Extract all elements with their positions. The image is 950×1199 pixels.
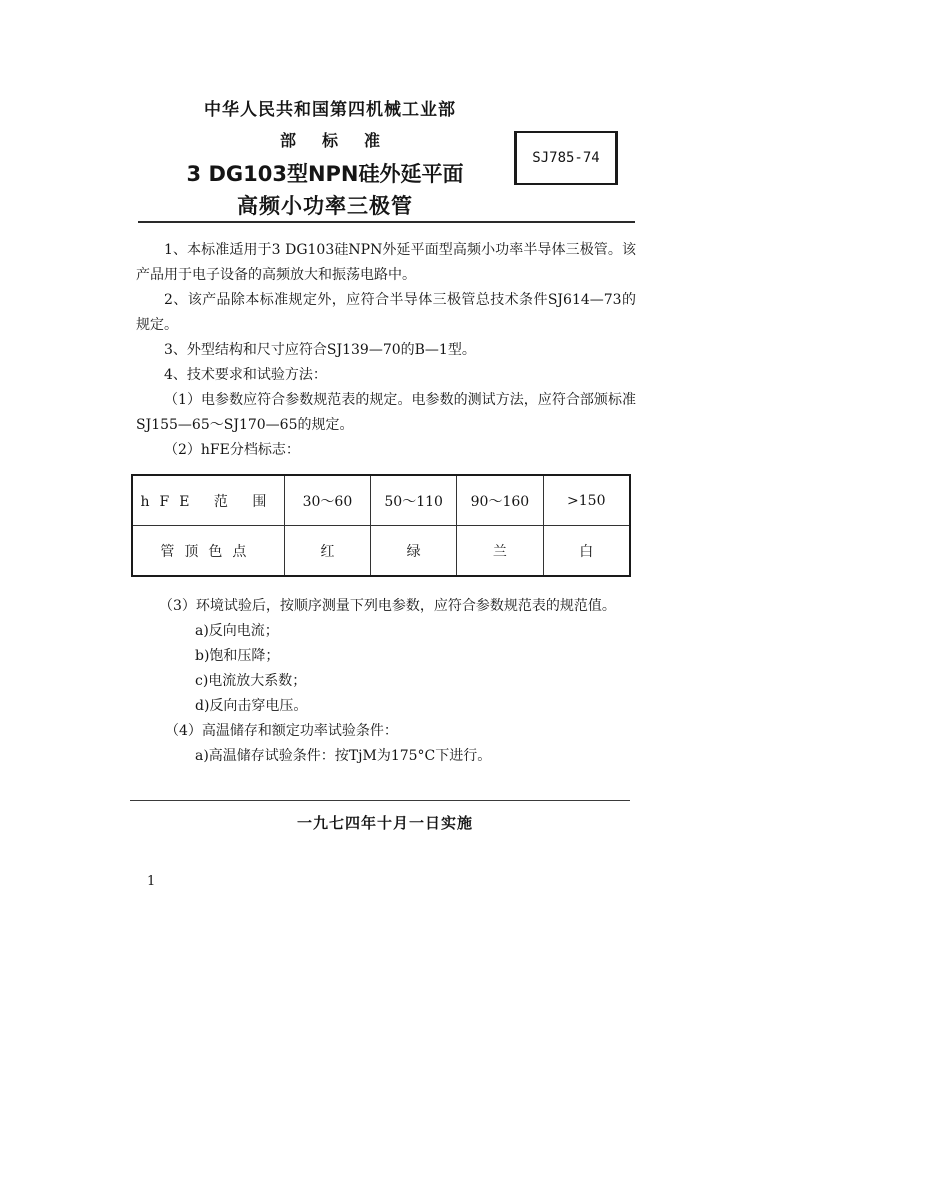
document-title-line1: 3 DG103型NPN硅外延平面 (186, 162, 464, 186)
clause-4-1: （1）电参数应符合参数规范表的规定。电参数的测试方法，应符合部颁标准SJ155—65～SJ170—65的规定。 (136, 392, 636, 433)
color-dot-cell: 兰 (457, 526, 543, 577)
standard-category: 部标准 (279, 131, 406, 150)
table-row (132, 526, 630, 577)
hfe-range-cell: 90～160 (457, 475, 543, 526)
clause-4-2: （2）hFE分档标志： (164, 442, 300, 458)
hfe-range-header: hFE 范 围 (132, 475, 284, 526)
page-number: 1 (147, 874, 156, 889)
ministry-heading: 中华人民共和国第四机械工业部 (204, 100, 456, 120)
clause-2: 2、该产品除本标准规定外，应符合半导体三极管总技术条件SJ614—73的规定。 (136, 292, 636, 333)
hfe-classification-table (131, 474, 631, 577)
clause-3: 3、外型结构和尺寸应符合SJ139—70的B—1型。 (164, 342, 476, 358)
effective-date: 一九七四年十月一日实施 (296, 814, 473, 832)
test-conditions-section (131, 594, 636, 769)
hfe-range-cell: 30～60 (284, 475, 370, 526)
list-item: a)反向电流； (195, 623, 279, 639)
table-row (132, 475, 630, 526)
hfe-range-cell: 50～110 (371, 475, 457, 526)
color-dot-cell: 红 (284, 526, 370, 577)
color-dot-header: 管顶色点 (132, 526, 284, 577)
list-item: d)反向击穿电压。 (195, 698, 308, 714)
clause-4-3: （3）环境试验后，按顺序测量下列电参数，应符合参数规范表的规范值。 (159, 598, 616, 614)
clauses-section (136, 238, 636, 463)
standard-number: SJ785-74 (532, 150, 600, 166)
standard-number-box (514, 131, 618, 185)
list-item: b)饱和压降； (195, 648, 280, 664)
list-item: a)高温储存试验条件：按TjM为175°C下进行。 (195, 748, 492, 764)
color-dot-cell: 绿 (371, 526, 457, 577)
clause-4-4: （4）高温储存和额定功率试验条件： (165, 723, 398, 739)
clause-1: 1、本标准适用于3 DG103硅NPN外延平面型高频小功率半导体三极管。该产品用于电子设备的高频放大和振荡电路中。 (136, 242, 636, 283)
color-dot-cell: 白 (543, 526, 630, 577)
hfe-range-cell: >150 (543, 475, 630, 526)
document-title-line2: 高频小功率三极管 (237, 194, 413, 218)
header-divider (138, 221, 635, 223)
footer-divider (130, 800, 630, 801)
clause-4: 4、技术要求和试验方法： (164, 367, 327, 383)
list-item: c)电流放大系数； (195, 673, 307, 689)
